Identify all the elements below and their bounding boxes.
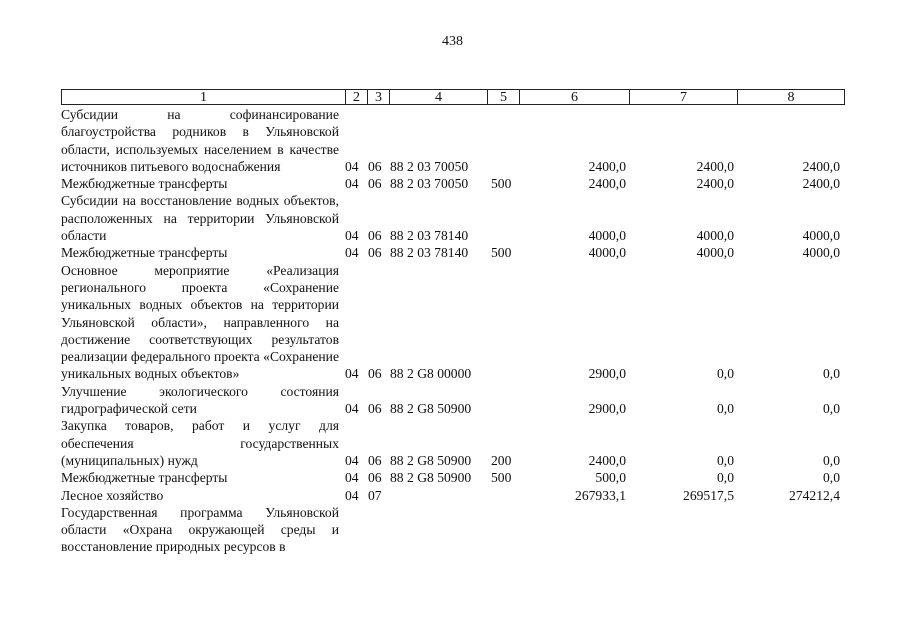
header-col-3: 3 [368, 90, 390, 104]
row-csr: 88 2 G8 50900 [390, 452, 472, 468]
row-rz: 04 [345, 158, 359, 174]
header-col-7: 7 [630, 90, 738, 104]
row-name: Субсидии на софинансирование благоустройства родников в Ульяновской области, используемых населением в качестве источников питьевого водоснабжения [61, 107, 339, 174]
row-sum-3: 2400,0 [802, 176, 840, 192]
row-rz: 04 [345, 487, 359, 503]
row-sum-1: 2400,0 [588, 452, 626, 468]
table-row [61, 244, 845, 261]
row-rz: 04 [345, 228, 359, 244]
row-sum-2: 4000,0 [696, 245, 734, 261]
row-sum-3: 4000,0 [802, 228, 840, 244]
row-sum-2: 2400,0 [696, 176, 734, 192]
table-row [61, 504, 845, 556]
row-sum-2: 269517,5 [683, 487, 734, 503]
row-sum-2: 4000,0 [696, 228, 734, 244]
row-name: Лесное хозяйство [61, 487, 164, 503]
row-sum-3: 274212,4 [789, 487, 840, 503]
table-row [61, 469, 845, 486]
row-name: Улучшение экологического состояния гидрографической сети [61, 383, 339, 417]
row-sum-1: 267933,1 [575, 487, 626, 503]
table-row [61, 106, 845, 175]
row-sum-1: 4000,0 [588, 228, 626, 244]
row-rz: 04 [345, 176, 359, 192]
row-sum-3: 0,0 [823, 366, 840, 382]
row-pr: 06 [368, 470, 382, 486]
row-sum-2: 0,0 [717, 401, 734, 417]
row-sum-1: 2400,0 [588, 176, 626, 192]
header-col-1: 1 [62, 90, 346, 104]
row-sum-3: 4000,0 [802, 245, 840, 261]
table-row [61, 417, 845, 469]
table-row [61, 262, 845, 383]
header-col-2: 2 [346, 90, 368, 104]
row-pr: 06 [368, 452, 382, 468]
header-col-8: 8 [787, 90, 795, 105]
table-row [61, 192, 845, 244]
row-sum-2: 0,0 [717, 366, 734, 382]
row-csr: 88 2 G8 00000 [390, 366, 472, 382]
row-sum-2: 0,0 [717, 452, 734, 468]
row-sum-3: 0,0 [823, 470, 840, 486]
row-rz: 04 [345, 366, 359, 382]
row-csr: 88 2 G8 50900 [390, 470, 472, 486]
row-rz: 04 [345, 452, 359, 468]
row-name: Основное мероприятие «Реализация регионального проекта «Сохранение уникальных водных объектов на территории Ульяновской области», направленного на достижение соответствующих результатов реализации федерального проекта «Сохранение уникальных водных объектов» [61, 262, 339, 382]
row-sum-1: 4000,0 [588, 245, 626, 261]
row-csr: 88 2 03 70050 [390, 176, 469, 192]
row-csr: 88 2 03 78140 [390, 245, 469, 261]
row-rz: 04 [345, 245, 359, 261]
row-vr: 500 [491, 176, 512, 192]
row-csr: 88 2 03 70050 [390, 158, 469, 174]
row-name: Межбюджетные трансферты [61, 245, 228, 261]
row-sum-1: 500,0 [595, 470, 626, 486]
header-col-6: 6 [520, 90, 630, 104]
row-pr: 07 [368, 487, 382, 503]
row-vr: 500 [491, 245, 512, 261]
row-sum-1: 2900,0 [588, 366, 626, 382]
row-sum-2: 0,0 [717, 470, 734, 486]
row-pr: 06 [368, 366, 382, 382]
row-vr: 200 [491, 452, 512, 468]
row-sum-2: 2400,0 [696, 158, 734, 174]
row-name: Межбюджетные трансферты [61, 470, 228, 486]
page-number: 438 [442, 34, 463, 49]
row-name: Субсидии на восстановление водных объектов, расположенных на территории Ульяновской области [61, 193, 339, 244]
row-pr: 06 [368, 401, 382, 417]
table-body [61, 106, 845, 556]
table-row [61, 487, 845, 504]
table-header-row [61, 89, 845, 105]
header-col-4: 4 [390, 90, 488, 104]
row-sum-3: 0,0 [823, 452, 840, 468]
row-rz: 04 [345, 470, 359, 486]
row-sum-3: 0,0 [823, 401, 840, 417]
row-vr: 500 [491, 470, 512, 486]
row-name: Закупка товаров, работ и услуг для обеспечения государственных (муниципальных) нужд [61, 418, 339, 468]
table-row [61, 175, 845, 192]
row-pr: 06 [368, 228, 382, 244]
row-pr: 06 [368, 245, 382, 261]
row-name: Государственная программа Ульяновской области «Охрана окружающей среды и восстановление природных ресурсов в [61, 504, 339, 555]
row-name: Межбюджетные трансферты [61, 176, 228, 192]
header-col-5: 5 [488, 90, 520, 104]
row-pr: 06 [368, 176, 382, 192]
row-csr: 88 2 03 78140 [390, 228, 469, 244]
row-sum-1: 2900,0 [588, 401, 626, 417]
row-pr: 06 [368, 158, 382, 174]
row-csr: 88 2 G8 50900 [390, 401, 472, 417]
row-sum-3: 2400,0 [802, 158, 840, 174]
row-rz: 04 [345, 401, 359, 417]
row-sum-1: 2400,0 [588, 158, 626, 174]
table-row [61, 383, 845, 418]
